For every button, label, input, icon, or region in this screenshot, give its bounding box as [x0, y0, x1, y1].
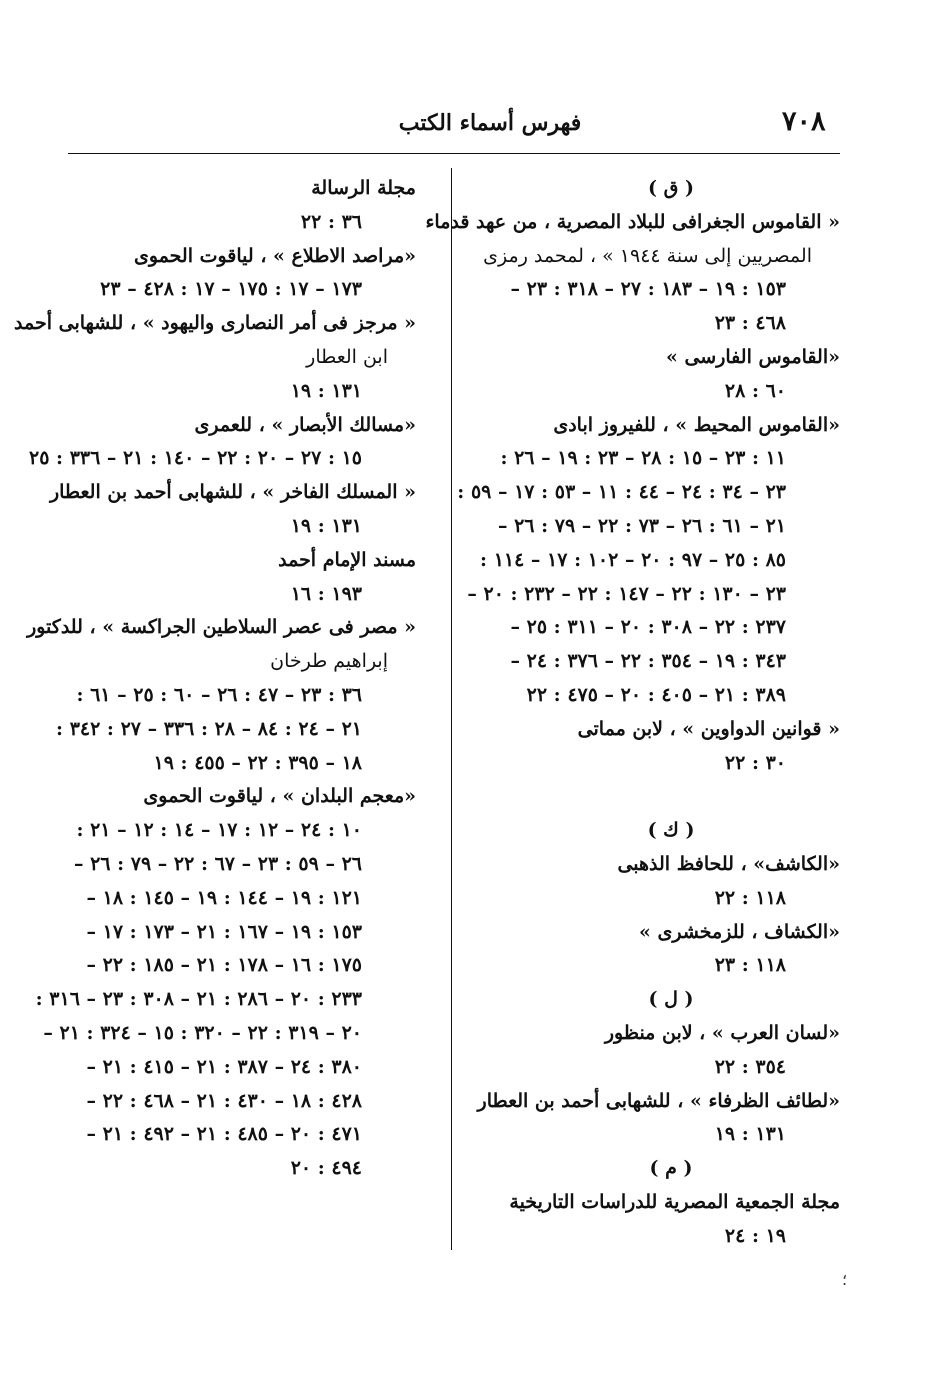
book-title-entry: « مرجز فى أمر النصارى واليهود » ، للشهابى أحمد	[14, 312, 416, 335]
page-number: ٧٠٨	[782, 106, 826, 137]
book-title-entry: مسند الإمام أحمد	[278, 548, 416, 571]
page-references: ١٨ – ٣٩٥ : ٢٢ – ٤٥٥ : ١٩	[153, 751, 362, 774]
column-divider	[451, 168, 452, 1250]
page-references: ١٩ : ٢٤	[724, 1224, 786, 1247]
page-references: ١١٨ : ٢٢	[714, 886, 786, 909]
page-references: ٤٦٨ : ٢٣	[714, 312, 786, 335]
book-title-entry: «القاموس الفارسى »	[665, 345, 840, 368]
index-column-right	[425, 172, 840, 1254]
page-references: ٣٤٣ : ١٩ – ٣٥٤ : ٢٢ – ٣٧٦ : ٢٤ –	[510, 650, 786, 673]
page-references: ٢٦ – ٥٩ : ٢٣ – ٦٧ : ٢٢ – ٧٩ : ٢٦ –	[73, 852, 362, 875]
page-references: ١٥٣ : ١٩ – ١٨٣ : ٢٧ – ٣١٨ : ٢٣ –	[510, 278, 786, 301]
book-title-entry: مجلة الرسالة	[311, 177, 416, 199]
page-references: ١٣١ : ١٩	[290, 514, 362, 537]
page-references: ١٠ : ٢٤ – ١٢ : ١٧ – ١٤ : ١٢ – ٢١ :	[76, 819, 362, 842]
book-title-entry: «مسالك الأبصار » ، للعمرى	[194, 413, 416, 436]
page-references: ٢١ – ٦١ : ٢٦ – ٧٣ : ٢٢ – ٧٩ : ٢٦ –	[497, 514, 786, 537]
book-title-entry: « القاموس الجغرافى للبلاد المصرية ، من عهد قدماء	[425, 210, 840, 233]
footer-mark: ؛	[842, 1270, 848, 1289]
book-title-continuation: إبراهيم طرخان	[270, 650, 388, 673]
page-references: ٢٣ – ٣٤ : ٢٤ – ٤٤ : ١١ – ٥٣ : ١٧ – ٥٩ :	[457, 481, 786, 504]
page-references: ١٧٥ : ١٦ – ١٧٨ : ٢١ – ١٨٥ : ٢٢ –	[86, 954, 362, 977]
page-references: ١٣١ : ١٩	[714, 1123, 786, 1146]
book-title-continuation: المصريين إلى سنة ١٩٤٤ » ، لمحمد رمزى	[483, 244, 812, 267]
page-references: ٢٣٣ : ٢٠ – ٢٨٦ : ٢١ – ٣٠٨ : ٢٣ – ٣١٦ :	[35, 988, 362, 1011]
page-references: ١١ : ٢٣ – ١٥ : ٢٨ – ٢٣ : ١٩ – ٢٦ :	[500, 447, 786, 470]
page-references: ١٩٣ : ١٦	[290, 582, 362, 605]
book-title-entry: مجلة الجمعية المصرية للدراسات التاريخية	[509, 1190, 840, 1213]
page-references: ٣٨٠ : ٢٤ – ٣٨٧ : ٢١ – ٤١٥ : ٢١ –	[86, 1055, 362, 1078]
index-column-left	[14, 172, 416, 1186]
page-references: ٤٧١ : ٢٠ – ٤٨٥ : ٢١ – ٤٩٢ : ٢١ –	[86, 1123, 362, 1146]
page-references: ٨٥ : ٢٥ – ٩٧ : ٢٠ – ١٠٢ : ١٧ – ١١٤ :	[480, 548, 786, 571]
page-references: ١١٨ : ٢٣	[714, 954, 786, 977]
letter-heading: ( م )	[649, 1157, 693, 1180]
book-title-entry: « قوانين الدواوين » ، لابن مماتى	[577, 717, 840, 740]
page-references: ١٥٣ : ١٩ – ١٦٧ : ٢١ – ١٧٣ : ١٧ –	[86, 920, 362, 943]
book-title-entry: «الكاشف» ، للحافظ الذهبى	[617, 852, 840, 875]
page-references: ٤٩٤ : ٢٠	[290, 1157, 362, 1180]
letter-heading: ( ك )	[647, 819, 695, 842]
page-references: ٢١ – ٢٤ : ٨٤ – ٢٨ : ٣٣٦ – ٢٧ : ٣٤٢ :	[56, 717, 362, 740]
letter-heading: ( ل )	[648, 988, 694, 1011]
book-title-entry: «مراصد الاطلاع » ، لياقوت الحموى	[133, 244, 416, 267]
book-title-entry: « مصر فى عصر السلاطين الجراكسة » ، للدكتور	[27, 616, 416, 639]
page-references: ٤٢٨ : ١٨ – ٤٣٠ : ٢١ – ٤٦٨ : ٢٢ –	[86, 1089, 362, 1112]
book-title-continuation: ابن العطار	[306, 345, 388, 368]
page-references: ١٧٣ – ١٧ : ١٧٥ – ١٧ : ٤٢٨ – ٢٣	[100, 278, 362, 301]
book-title-entry: «لطائف الظرفاء » ، للشهابى أحمد بن العطار	[477, 1089, 840, 1112]
page-references: ٣٦ : ٢٢	[300, 210, 362, 233]
page-references: ١٥ : ٢٧ – ٢٠ : ٢٢ – ١٤٠ : ٢١ – ٣٣٦ : ٢٥	[29, 447, 362, 470]
header-rule	[68, 153, 840, 154]
page-references: ١٣١ : ١٩	[290, 379, 362, 402]
page-references: ٢٠ – ٣١٩ : ٢٢ – ٣٢٠ : ١٥ – ٣٢٤ : ٢١ –	[43, 1021, 362, 1044]
spacer	[472, 780, 840, 814]
page-references: ٣٨٩ : ٢١ – ٤٠٥ : ٢٠ – ٤٧٥ : ٢٢	[526, 683, 786, 706]
book-title-entry: «لسان العرب » ، لابن منظور	[604, 1021, 840, 1044]
page-references: ١٢١ : ١٩ – ١٤٤ : ١٩ – ١٤٥ : ١٨ –	[86, 886, 362, 909]
page-references: ٣٦ : ٢٣ – ٤٧ : ٢٦ – ٦٠ : ٢٥ – ٦١ :	[76, 683, 362, 706]
page-references: ٦٠ : ٢٨	[724, 379, 786, 402]
book-title-entry: «القاموس المحيط » ، للفيروز ابادى	[553, 413, 840, 436]
letter-heading: ( ق )	[648, 177, 694, 199]
page-references: ٢٣٧ : ٢٢ – ٣٠٨ : ٢٠ – ٣١١ : ٢٥ –	[510, 616, 786, 639]
book-title-entry: « المسلك الفاخر » ، للشهابى أحمد بن العطار	[49, 481, 416, 504]
book-title-entry: «معجم البلدان » ، لياقوت الحموى	[143, 785, 416, 808]
running-header-title: فهرس أسماء الكتب	[398, 110, 582, 136]
book-title-entry: «الكشاف ، للزمخشرى »	[638, 920, 840, 943]
page-references: ٣٥٤ : ٢٢	[714, 1055, 786, 1078]
page-references: ٢٣ – ١٣٠ : ٢٢ – ١٤٧ : ٢٢ – ٢٣٢ : ٢٠ –	[467, 582, 786, 605]
page-references: ٣٠ : ٢٢	[724, 751, 786, 774]
